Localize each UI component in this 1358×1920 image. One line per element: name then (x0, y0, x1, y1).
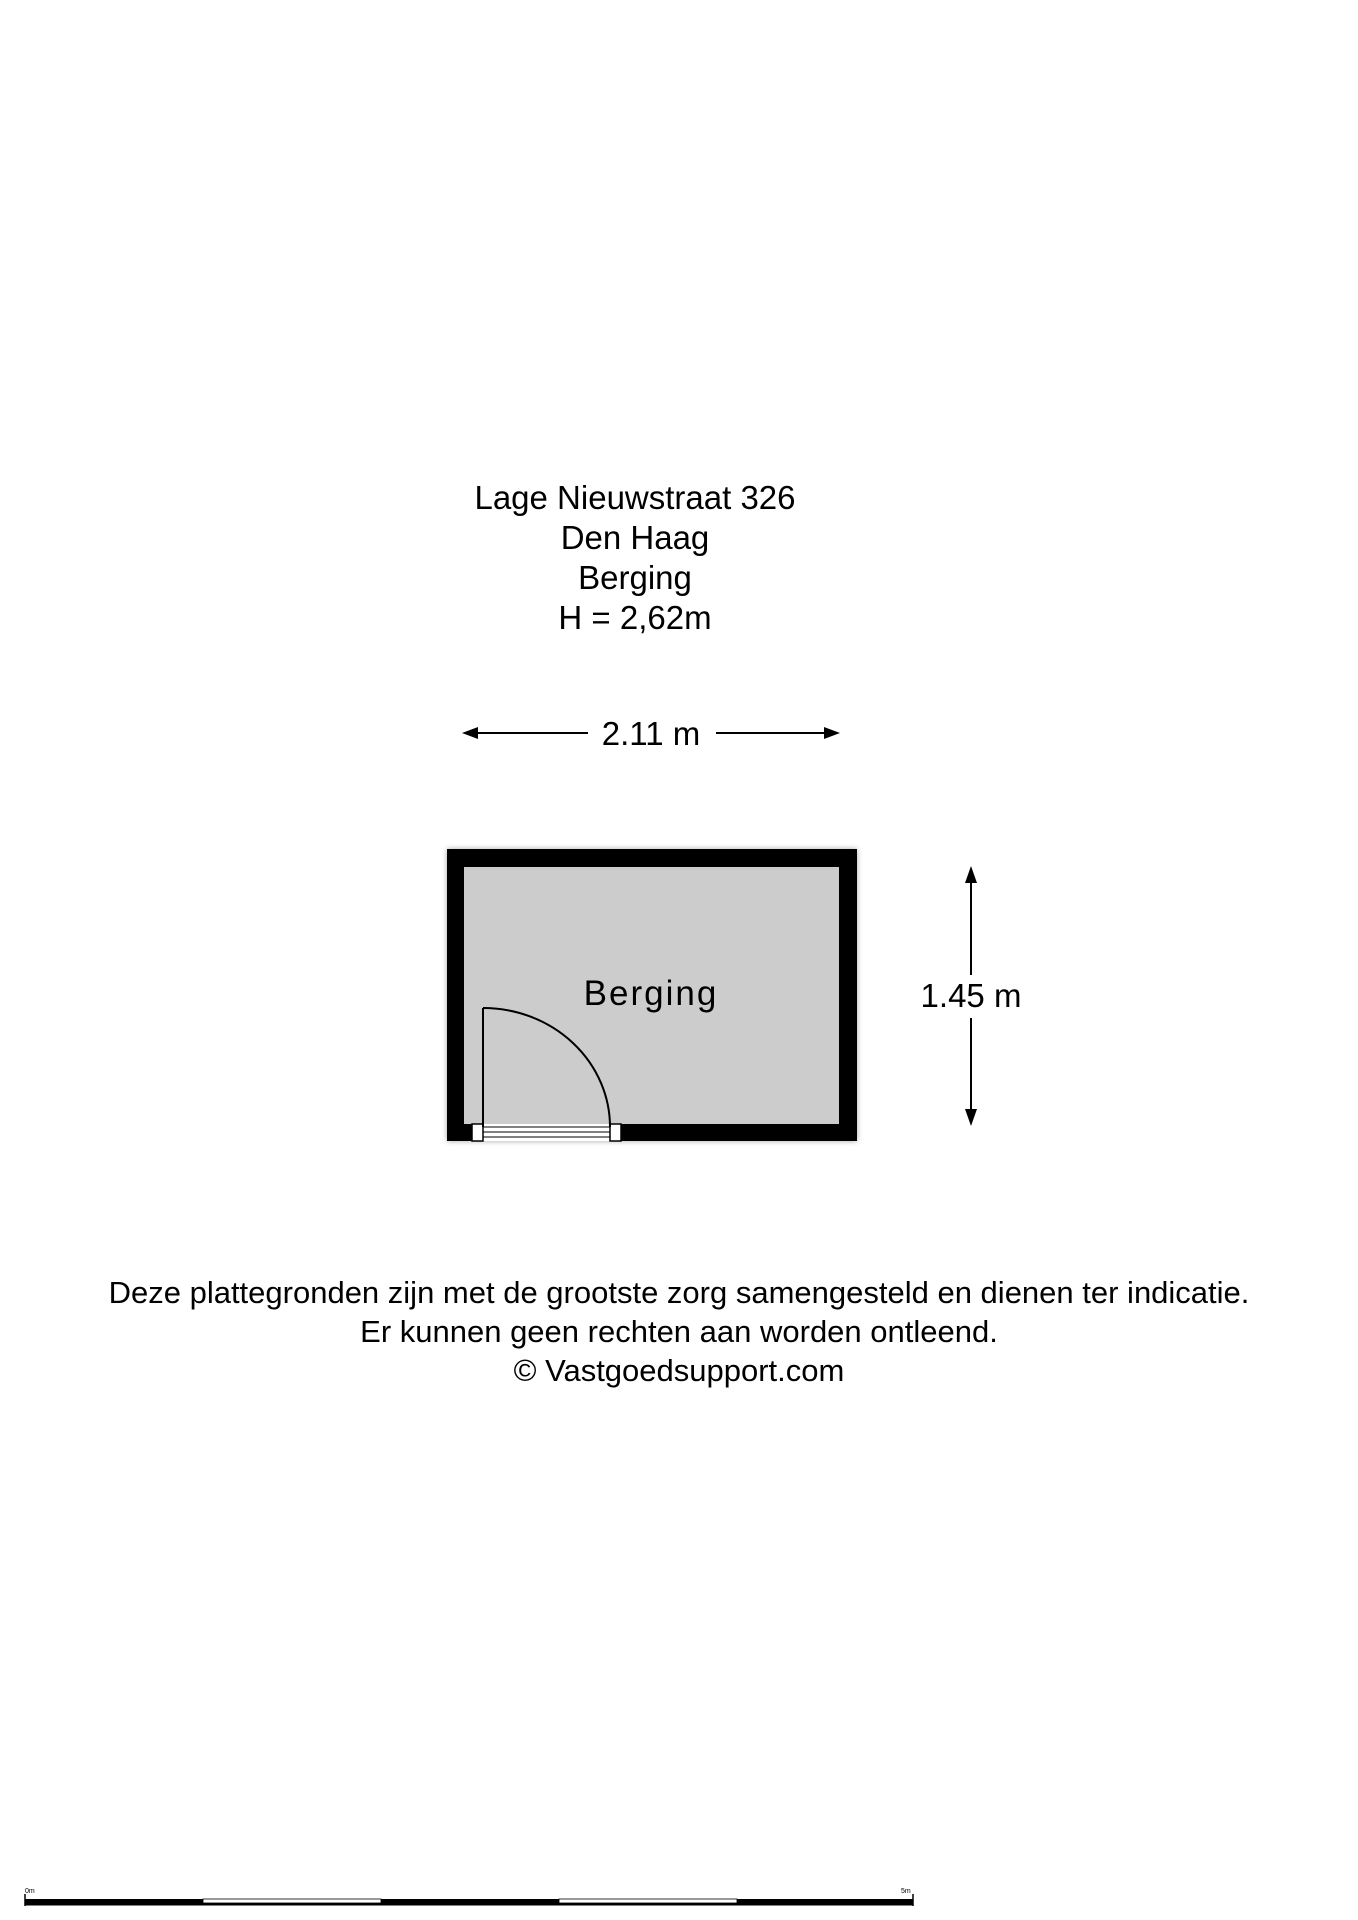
ceiling-height-text: H = 2,62m (558, 599, 712, 636)
width-dimension (462, 715, 840, 752)
depth-dimension (921, 866, 1022, 1126)
depth-arrow-down-icon (965, 1109, 977, 1126)
width-arrow-left-icon (462, 727, 478, 739)
scale-bar (25, 1888, 913, 1906)
scale-bar-segment-1 (25, 1899, 203, 1903)
floor-name-text: Berging (578, 559, 692, 596)
copyright-line: © Vastgoedsupport.com (513, 1353, 845, 1388)
scale-bar-segment-2 (203, 1899, 381, 1903)
width-arrow-right-icon (824, 727, 840, 739)
disclaimer-line-2: Er kunnen geen rechten aan worden ontleend. (360, 1314, 998, 1349)
room-label: Berging (583, 974, 719, 1013)
door-jamb-right (610, 1124, 621, 1141)
disclaimer-line-1: Deze plattegronden zijn met de grootste zorg samengesteld en dienen ter indicatie. (108, 1275, 1250, 1310)
scale-bar-end-label: 5m (901, 1888, 911, 1895)
scale-bar-start-label: 0m (25, 1888, 35, 1895)
width-dimension-label: 2.11 m (601, 715, 701, 752)
scale-bar-segment-3 (381, 1899, 559, 1903)
disclaimer-block (0, 1273, 1358, 1390)
door-jamb-left (472, 1124, 483, 1141)
depth-dimension-label: 1.45 m (920, 977, 1022, 1014)
scale-bar-segment-4 (559, 1899, 737, 1903)
depth-arrow-up-icon (965, 866, 977, 883)
scale-bar-segment-5 (737, 1899, 913, 1903)
city-text: Den Haag (560, 519, 710, 556)
address-text: Lage Nieuwstraat 326 (474, 479, 796, 516)
